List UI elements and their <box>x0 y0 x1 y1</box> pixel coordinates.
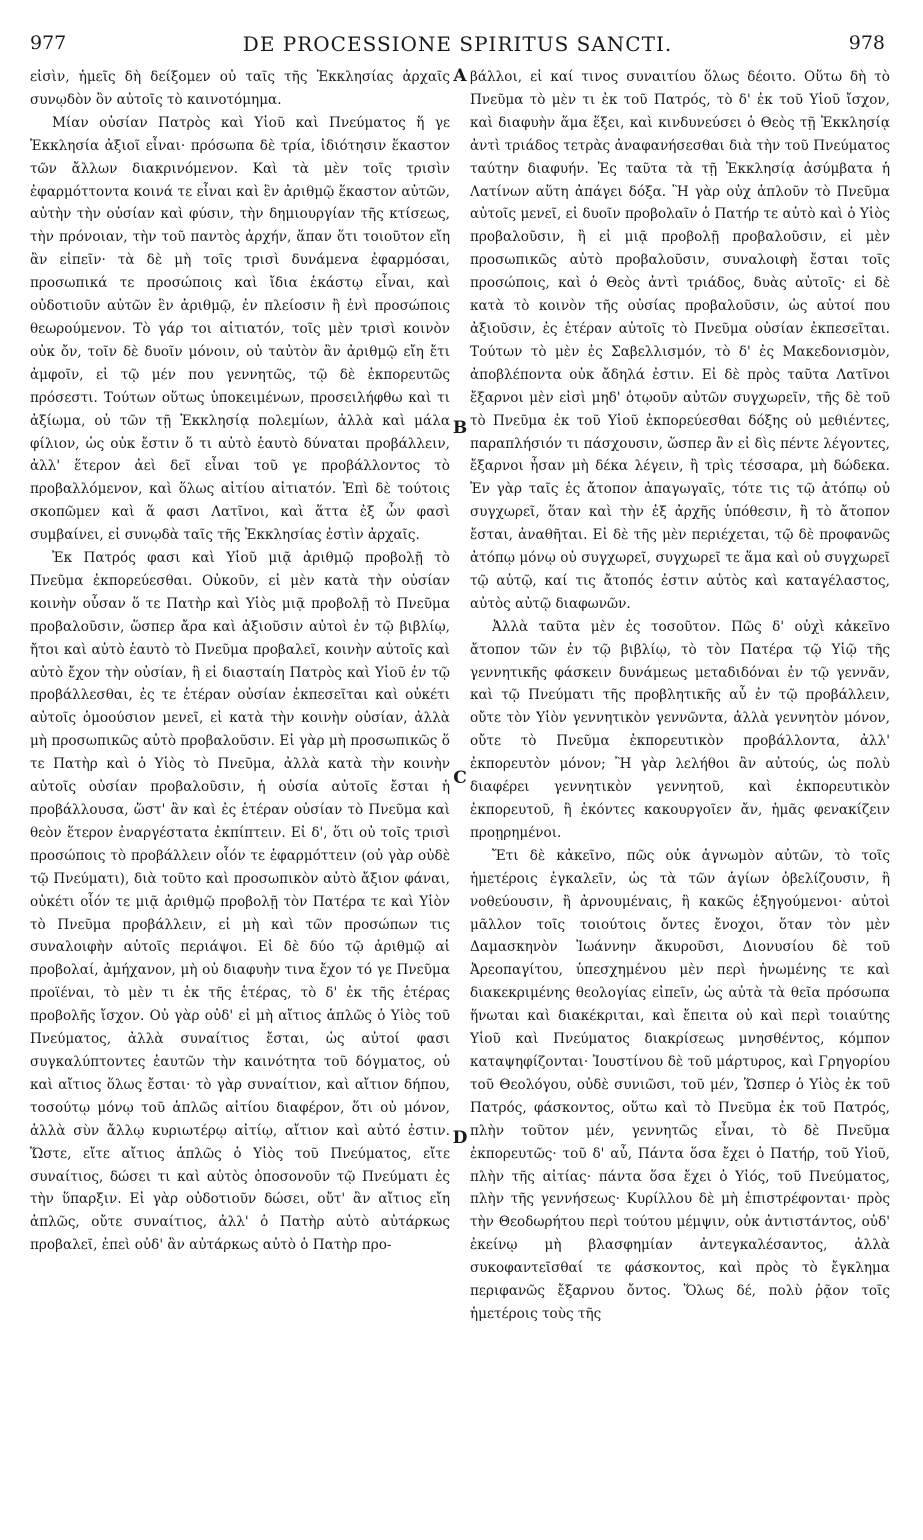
right-column <box>470 66 890 1526</box>
section-marker-a: A <box>453 66 467 86</box>
paragraph: Ἔτι δὲ κἀκεῖνο, πῶς οὐκ ἀγνωμὸν αὐτῶν, τὸ τοῖς ἡμετέροις ἐγκαλεῖν, ὡς τὰ τῶν ἁγίων ὀβελίζουσιν, ἢ νοθεύουσιν, ἢ ἀρνουμέναις, ἢ κακῶς ἐξηγούμενοι· αὐτοὶ μᾶλλον τοῖς τοιούτοις ὄντες ἔνοχοι, ὅταν τὸν μὲν Δαμασκηνὸν Ἰωάννην ἄκυροῦσι, Διονυσίου δὲ τοῦ Ἀρεοπαγίτου, ὑπεσχημένου μὲν περὶ ἡνωμένης τε καὶ διακεκριμένης θεολογίας εἰπεῖν, ὡς αὐτὰ τὰ θεῖα πρόσωπα ἥνωται καὶ διακέκριται, καὶ ἔπειτα οὐ καὶ περὶ τοιαύτης Υἱοῦ καὶ Πνεύματος διακρίσεως μνησθέντος, κόμπον καταψηφίζονται· Ἰουστίνου δὲ τοῦ μάρτυρος, καὶ Γρηγορίου τοῦ Θεολόγου, οὐδὲ συνιῶσι, τοῦ μέν, Ὥσπερ ὁ Υἱὸς ἐκ τοῦ Πατρός, φάσκοντος, οὕτω καὶ τὸ Πνεῦμα ἐκ τοῦ Πατρός, πλὴν τοῦτον μέν, γεννητῶς εἶναι, τὸ δὲ Πνεῦμα ἐκπορευτῶς· τοῦ δ' αὖ, Πάντα ὅσα ἔχει ὁ Πατήρ, τοῦ Υἱοῦ, πλὴν τῆς αἰτίας· πάντα ὅσα ἔχει ὁ Υἱός, τοῦ Πνεύματος, πλὴν τῆς γεννήσεως· Κυρίλλου δὲ μὴ ἐπιστρέφονται· πρὸς τὴν Θεοδωρήτου περὶ τούτου μέμψιν, οὐκ ἀντιστάντος, οὐδ' ἐκείνῳ μὴ βλασφημίαν ἀντεγκαλέσαντος, ἀλλὰ συκοφαντεῖσθαί τε φάσκοντος, καὶ πρὸς τὸ ἔγκλημα περιφανῶς ἔξαρνου ὄντος. Ὅλως δέ, πολὺ ῥᾷον τοῖς ἡμετέροις τοὺς τῆς <box>470 847 890 1322</box>
running-title: DE PROCESSIONE SPIRITUS SANCTI. <box>242 32 673 56</box>
section-marker-c: C <box>453 768 467 788</box>
section-marker-d: D <box>452 1128 468 1148</box>
paragraph: βάλλοι, εἰ καί τινος συναιτίου ὅλως δέοιτο. Οὕτω δὴ τὸ Πνεῦμα τὸ μὲν τι ἐκ τοῦ Πατρός, τὸ δ' ἐκ τοῦ Υἱοῦ ἴσχον, καὶ διαφυὴν ἅμα ἕξει, καὶ κινδυνεύσει ὁ Θεὸς τῇ Ἐκκλησίᾳ ἀντὶ τριάδος τετρὰς ἀναφανήσεσθαι διὰ τὴν τοῦ Πνεύματος ταύτην διαφυήν. Ἐς ταῦτα τὰ τῇ Ἐκκλησίᾳ ἀσύμβατα ἡ Λατίνων αὕτη ἀπάγει δόξα. Ἢ γὰρ οὐχ ἁπλοῦν τὸ Πνεῦμα αὐτοῖς μενεῖ, εἰ δυοῖν προβολαῖν ὁ Πατήρ τε αὐτὸ καὶ ὁ Υἱὸς προβαλοῦσιν, ἢ εἰ μιᾷ προβολῇ προβαλοῦσιν, εἰ μὲν προσωπικῶς αὐτὸ προβαλοῦσιν, συναλοιφὴ ἔσται τοῖς προσώποις, καὶ ὁ Θεὸς ἀντὶ τριάδος, δυὰς αὐτοῖς· εἰ δὲ κατὰ τὸ κοινὸν τῆς οὐσίας προβαλοῦσιν, ὡς αὐτοί που ἀξιοῦσιν, ἐς ἑτέραν αὐτοῖς τὸ Πνεῦμα οὐσίαν ἐκπεσεῖται. Τούτων τὸ μὲν ἐς Σαβελλισμόν, τὸ δ' ἐς Μακεδονισμὸν, ἀποβλέποντα οὐκ ἄδηλά ἐστιν. Εἰ δὲ πρὸς ταῦτα Λατῖνοι ἔξαρνοι μὲν εἰσὶ μηδ' ὁτῳοῦν αὐτῶν συγχωρεῖν, τῆς δὲ τοῦ τὸ Πνεῦμα ἐκ τοῦ Υἱοῦ ἐκπορεύεσθαι δόξης οὐ μεθιέντες, παραπλήσιόν τι πάσχουσιν, ὥσπερ ἂν εἰ δὶς πέντε λέγοντες, ἔξαρνοι ἦσαν μὴ δέκα λέγειν, ἢ τρὶς τέσσαρα, μὴ δώδεκα. Ἐν γὰρ ταῖς ἐς ἄτοπον ἀπαγωγαῖς, τότε τις τῷ ἀτόπῳ οὐ συγχωρεῖ, ὅταν καὶ τὴν ἐξ ἀρχῆς ὑπόθεσιν, ἢ τὸ ἄτοπον ἔσται, ἀναθῆται. Εἰ δὲ τῆς μὲν περιέχεται, τῷ δὲ προφανῶς ἀτόπῳ μόνῳ οὐ συγχωρεῖ, συγχωρεῖ τε ἅμα καὶ οὐ συγχωρεῖ τῷ αὐτῷ, καί τις ἄτοπός ἐστιν αὐτὸς καὶ καταγέλαστος, αὐτὸς αὐτῷ διαφωνῶν. <box>470 69 890 612</box>
paragraph: Ἐκ Πατρός φασι καὶ Υἱοῦ μιᾷ ἀριθμῷ προβολῇ τὸ Πνεῦμα ἐκπορεύεσθαι. Οὐκοῦν, εἰ μὲν κατὰ τὴν οὐσίαν κοινὴν οὖσαν ὅ τε Πατὴρ καὶ Υἱὸς μιᾷ προβολῇ τὸ Πνεῦμα προβαλοῦσιν, ὥσπερ ἄρα καὶ ἀξιοῦσιν αὐτοὶ ἐν τῷ βιβλίῳ, ἤτοι καὶ αὐτὸ ἑαυτὸ τὸ Πνεῦμα προβαλεῖ, κοινὴν αὐτοῖς καὶ αὐτὸ ἔχον τὴν οὐσίαν, ἢ εἰ διασταίη Πατρὸς καὶ Υἱοῦ ἐν τῷ προβάλλεσθαι, ἐς τε ἑτέραν οὐσίαν ἐκπεσεῖται καὶ οὐκέτι αὐτοῖς ὁμοούσιον μενεῖ, εἰ κατὰ τὴν κοινὴν οὐσίαν, ἀλλὰ μὴ προσωπικῶς αὐτὸ προβαλοῦσιν. Εἰ γὰρ μὴ προσωπικῶς ὅ τε Πατὴρ καὶ ὁ Υἱὸς τὸ Πνεῦμα, ἀλλὰ κατὰ τὴν κοινὴν αὐτοῖς οὐσίαν προβαλοῦσιν, ἡ οὐσία αὐτοῖς ἔσται ἡ προβάλλουσα, ὥστ' ἂν καὶ ἐς ἑτέραν οὐσίαν τὸ Πνεῦμα καὶ θεὸν ἕτερον ἐναργέστατα ἐκπίπτειν. Εἰ δ', ὅτι οὐ τοῖς τρισὶ προσώποις τὸ προβάλλειν οἷόν τε ἐφαρμόττειν (οὐ γὰρ οὐδὲ τῷ Πνεύματι), διὰ τοῦτο καὶ προσωπικὸν αὐτὸ ἄξιον φάναι, οὐκέτι οἷόν τε μιᾷ ἀριθμῷ προβολῇ τὸν Πατέρα τε καὶ Υἱὸν τὸ Πνεῦμα προβάλλειν, εἰ μὴ καὶ τῶν προσώπων τις συναλοιφὴν αὐτοῖς περιάψοι. Εἰ δὲ δύο τῷ ἀριθμῷ αἱ προβολαί, ἀμήχανον, μὴ οὐ διαφυὴν τινα ἔχον τό γε Πνεῦμα προϊέναι, τὸ μὲν τι ἐκ τῆς ἑτέρας, τὸ δ' ἐκ τῆς ἑτέρας προβολῆς ἴσχον. Οὐ γὰρ οὐδ' εἰ μὴ αἴτιος ἁπλῶς ὁ Υἱὸς τοῦ Πνεύματος, ἀλλὰ συναίτιος ἔσται, ὡς αὐτοί φασι συγκαλύπτοντες ἑαυτῶν τὴν καινότητα τοῦ δόγματος, οὐ καὶ αἴτιος ὅλως ἔσται· τὸ γὰρ συναίτιον, καὶ αἴτιον δήπου, τοσούτῳ μόνῳ τοῦ ἁπλῶς αἰτίου διαφέρον, ὅτι οὐ μόνον, ἀλλὰ σὺν ἄλλῳ κυριωτέρῳ αἰτίῳ, αἴτιον καὶ αὐτό ἐστιν. Ὥστε, εἴτε αἴτιος ἁπλῶς ὁ Υἱὸς τοῦ Πνεύματος, εἴτε συναίτιος, δώσει τι καὶ αὐτὸς ὁποσονοῦν τῷ Πνεύματι ἐς τὴν ὕπαρξιν. Εἰ γὰρ οὐδοτιοῦν δώσει, οὔτ' ἂν αἴτιος εἴη ἁπλῶς, οὔτε συναίτιος, ἀλλ' ὁ Πατὴρ αὐτὸ αὐτάρκως προβαλεῖ, ἐπεὶ οὐδ' ἂν αὐτάρκως αὐτὸ ὁ Πατὴρ προ- <box>30 550 450 1254</box>
paragraph: Μίαν οὐσίαν Πατρὸς καὶ Υἱοῦ καὶ Πνεύματος ἥ γε Ἐκκλησία ἀξιοῖ εἶναι· πρόσωπα δὲ τρία, ἰδιότησιν ἕκαστον τῶν ἄλλων διακρινόμενον. Καὶ τὰ μὲν τοῖς τρισὶν ἐφαρμόττοντα κοινά τε εἶναι καὶ ἓν ἀριθμῷ ἕκαστον αὐτῶν, αὐτὴν τὴν οὐσίαν καὶ φύσιν, τὴν δημιουργίαν τῆς κτίσεως, τὴν πρόνοιαν, τὴν τοῦ παντὸς ἀρχήν, ἅπαν ὅτι τοιοῦτον εἴη ἂν εἰπεῖν· τὰ δὲ μὴ τοῖς τρισὶ δυνάμενα ἐφαρμόσαι, προσωπικά τε προσώποις καὶ ἴδια ἑκάστῳ εἶναι, καὶ οὐδοτιοῦν αὐτῶν ἓν ἀριθμῷ, ἐν πλείοσιν ἢ ἑνὶ προσώποις θεωρούμενον. Τὸ γάρ τοι αἰτιατόν, τοῖς μὲν τρισὶ κοινὸν οὐκ ὄν, τοῖν δὲ δυοῖν μόνοιν, οὐ ταὐτὸν ἂν ἀριθμῷ εἴη ἔτι ἀμφοῖν, εἰ τῷ μέν που γεννητῶς, τῷ δὲ ἐκπορευτῶς πρόσεστι. Τούτων οὕτως ὑποκειμένων, προσειλήφθω καὶ τι ἀξίωμα, οὐ τῶν τῇ Ἐκκλησίᾳ πολεμίων, ἀλλὰ καὶ μάλα φίλιον, ὡς οὐκ ἔστιν ὅ τι αὐτὸ ἑαυτὸ δύναται προβάλλειν, ἀλλ' ἕτερον ἀεὶ δεῖ εἶναι τοῦ γε προβάλλοντος τὸ προβαλλόμενον, καὶ ὅλως αἰτίου αἰτιατόν. Ἐπὶ δὲ τούτοις σκοπῶμεν καὶ ἅ φασι Λατῖνοι, καὶ ἅττα ἐξ ὧν φασὶ συμβαίνει, εἰ συνῳδὰ ταῖς τῆς Ἐκκλησίας ἐστὶν ἀρχαῖς. <box>30 114 450 544</box>
section-marker-b: B <box>452 418 468 438</box>
left-column <box>30 66 450 1526</box>
page-number-left: 977 <box>30 32 67 54</box>
page-number-right: 978 <box>848 32 885 54</box>
page-header <box>30 32 885 60</box>
paragraph: Ἀλλὰ ταῦτα μὲν ἐς τοσοῦτον. Πῶς δ' οὐχὶ κἀκεῖνο ἄτοπον τῶν ἐν τῷ βιβλίῳ, τὸ τὸν Πατέρα τῷ Υἱῷ τῆς γεννητικῆς φάσκειν δυνάμεως μεταδιδόναι ἐν τῷ γεννᾶν, καὶ τῷ Πνεύματι τῆς προβλητικῆς αὖ ἐν τῷ προβάλλειν, οὔτε τὸν Υἱὸν γεννητικὸν γεννῶντα, ἀλλὰ γεννητὸν μόνον, οὔτε τὸ Πνεῦμα ἐκπορευτικὸν προβάλλοντα, ἀλλ' ἐκπορευτὸν μόνον; Ἢ γὰρ λελήθοι ἂν αὐτούς, ὡς πολὺ διαφέρει γεννητικὸν γεννητοῦ, καὶ ἐκπορευτικὸν ἐκπορευτοῦ, ἢ ἑκόντες κακουργοῖεν ἄν, ἡμᾶς φενακίζειν προῃρημένοι. <box>470 618 890 841</box>
paragraph: εἰσὶν, ἡμεῖς δὴ δείξομεν οὐ ταῖς τῆς Ἐκκλησίας ἀρχαῖς συνῳδὸν ὂν αὐτοῖς τὸ καινοτόμημα. <box>30 69 450 108</box>
